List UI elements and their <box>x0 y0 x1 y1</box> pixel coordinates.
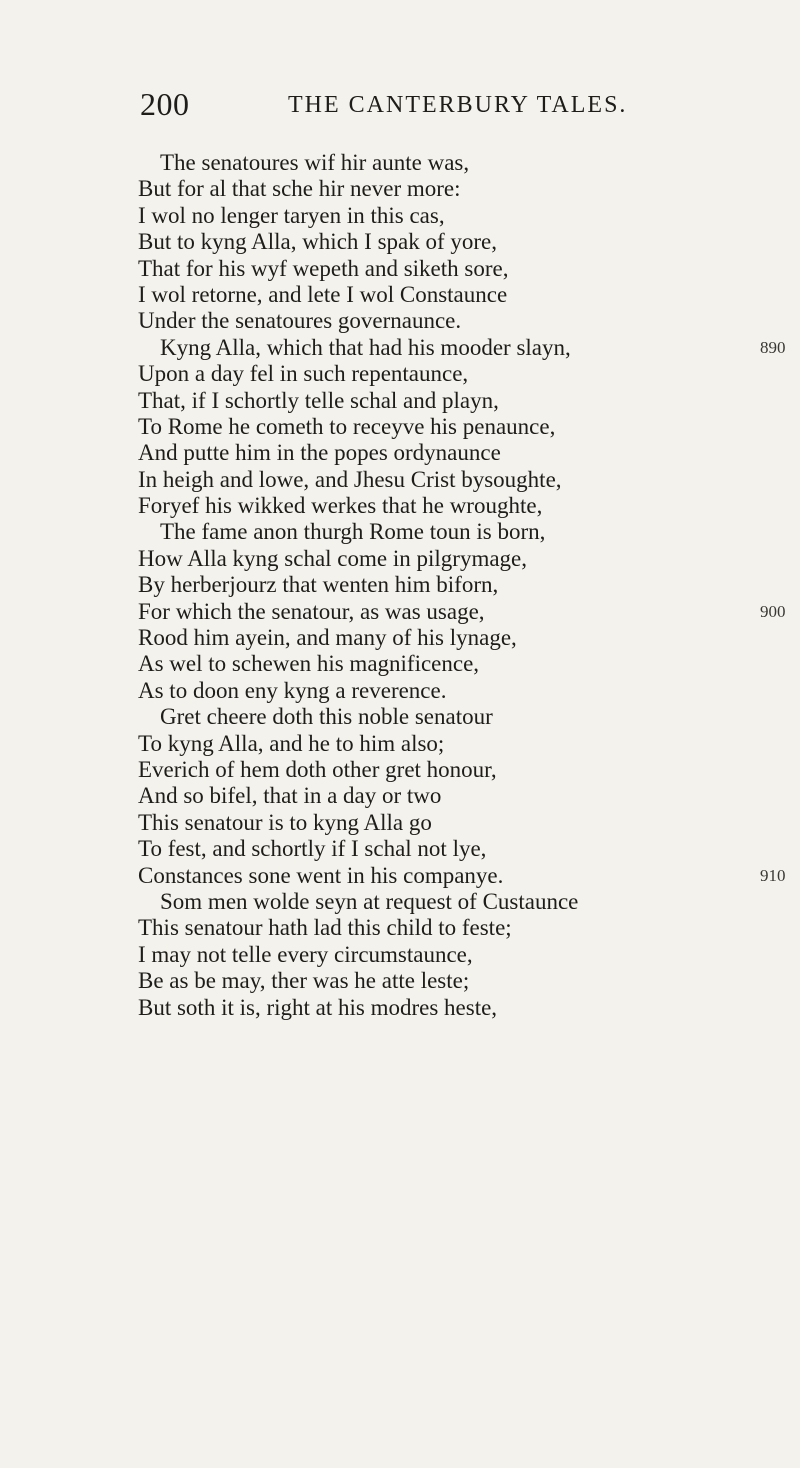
verse-line <box>138 862 786 889</box>
verse-line <box>138 678 778 704</box>
running-title: THE CANTERBURY TALES. <box>288 92 628 118</box>
verse-line-text: I may not telle every circumstaunce, <box>138 941 473 967</box>
verse-line <box>138 704 778 730</box>
line-number: 910 <box>760 865 786 885</box>
verse-line <box>138 836 778 862</box>
page-header <box>140 86 660 126</box>
verse-line-text: Gret cheere doth this noble senatour <box>160 704 493 730</box>
verse-line <box>138 414 778 440</box>
verse-line-text: And so bifel, that in a day or two <box>138 783 442 809</box>
verse-line <box>138 203 778 229</box>
verse-line-text: Upon a day fel in such repentaunce, <box>138 361 469 387</box>
verse-line <box>138 651 778 677</box>
verse-line-text: That, if I schortly telle schal and playn, <box>138 387 499 413</box>
verse-line <box>138 968 778 994</box>
verse-line <box>138 783 778 809</box>
verse-line <box>138 731 778 757</box>
verse-line <box>138 995 778 1021</box>
verse-line-text: But for al that sche hir never more: <box>138 176 461 202</box>
verse-line-text: Everich of hem doth other gret honour, <box>138 756 497 782</box>
verse-line-text: This senatour hath lad this child to feste; <box>138 915 512 941</box>
verse-line <box>138 757 778 783</box>
verse-line-text: That for his wyf wepeth and siketh sore, <box>138 255 509 281</box>
verse-line <box>138 282 778 308</box>
verse-line-text: I wol no lenger taryen in this cas, <box>138 202 445 228</box>
verse-line-text: But soth it is, right at his modres heste, <box>138 994 498 1020</box>
verse-line <box>138 308 778 334</box>
verse-line <box>138 519 778 545</box>
verse-line <box>138 942 778 968</box>
verse-line <box>138 229 778 255</box>
verse-line-text: I wol retorne, and lete I wol Constaunce <box>138 281 508 307</box>
verse-line-text: The fame anon thurgh Rome toun is born, <box>160 519 546 545</box>
verse-text <box>138 150 786 1021</box>
verse-line-text: For which the senatour, as was usage, <box>138 598 485 624</box>
verse-line <box>138 440 778 466</box>
verse-line <box>138 361 778 387</box>
verse-line <box>138 572 778 598</box>
verse-line <box>138 150 778 176</box>
verse-line-text: To kyng Alla, and he to him also; <box>138 730 445 756</box>
verse-line <box>138 889 778 915</box>
verse-line-text: To Rome he cometh to receyve his penaunce, <box>138 413 556 439</box>
verse-line-text: The senatoures wif hir aunte was, <box>160 150 470 175</box>
verse-line <box>138 915 778 941</box>
verse-line-text: Foryef his wikked werkes that he wroughte, <box>138 493 543 519</box>
verse-line <box>138 546 778 572</box>
verse-line-text: This senatour is to kyng Alla go <box>138 809 432 835</box>
verse-line-text: To fest, and schortly if I schal not lye, <box>138 836 487 862</box>
verse-line <box>138 493 778 519</box>
page-number: 200 <box>140 86 190 122</box>
verse-line <box>138 467 778 493</box>
verse-line <box>138 598 786 625</box>
verse-line <box>138 176 778 202</box>
verse-line <box>138 256 778 282</box>
verse-line-text: As wel to schewen his magnificence, <box>138 651 480 677</box>
verse-line-text: And putte him in the popes ordynaunce <box>138 440 501 466</box>
verse-line-text: Som men wolde seyn at request of Custaunce <box>160 888 579 914</box>
verse-line-text: In heigh and lowe, and Jhesu Crist bysoughte, <box>138 466 562 492</box>
verse-line-text: How Alla kyng schal come in pilgrymage, <box>138 545 528 571</box>
line-number: 900 <box>760 601 786 621</box>
verse-line-text: Kyng Alla, which that had his mooder slayn, <box>160 334 571 360</box>
verse-line <box>138 810 778 836</box>
verse-line <box>138 388 778 414</box>
verse-line-text: Constances sone went in his companye. <box>138 862 504 888</box>
verse-line-text: Under the senatoures governaunce. <box>138 308 462 334</box>
verse-line <box>138 625 778 651</box>
verse-line-text: Rood him ayein, and many of his lynage, <box>138 625 517 651</box>
verse-line <box>138 334 786 361</box>
verse-line-text: Be as be may, ther was he atte leste; <box>138 968 470 994</box>
verse-line-text: By herberjourz that wenten him biforn, <box>138 572 499 598</box>
verse-line-text: But to kyng Alla, which I spak of yore, <box>138 229 498 255</box>
line-number: 890 <box>760 337 786 357</box>
verse-line-text: As to doon eny kyng a reverence. <box>138 677 447 703</box>
